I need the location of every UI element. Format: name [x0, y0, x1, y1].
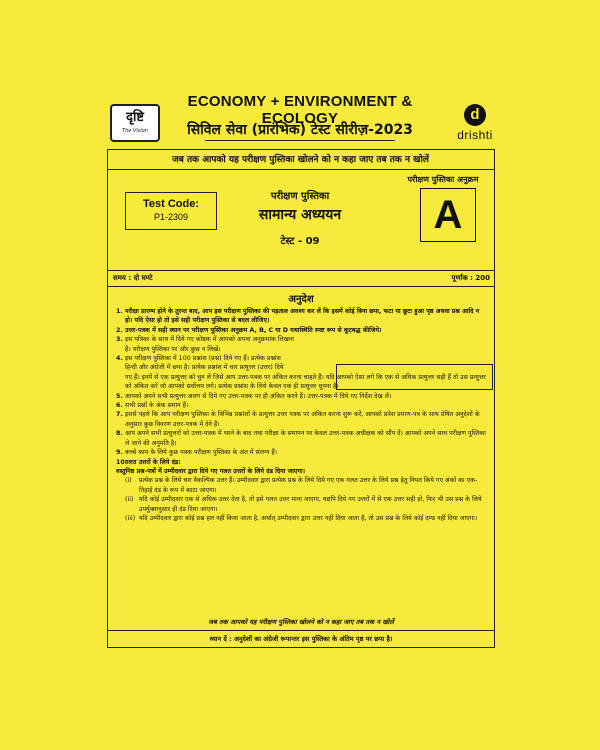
drishti-wordmark: drishti: [457, 128, 493, 142]
instruction-item-continued: हिन्दी और अंग्रेजी में छपा है। प्रत्येक प्रश्नांश में चार प्रत्युत्तर (उत्तर) दिये: [125, 364, 284, 372]
english-version-note: ध्यान दें : अनुदेशों का अंग्रेजी रूपान्तर इस पुस्तिका के अंतिम पृष्ठ पर छपा है।: [209, 635, 393, 643]
instruction-item-continued: गए हैं। इनमें से एक प्रत्युत्तर को चुन लें जिसे आप उत्तर-पत्रक पर अंकित करना चाहते हैं। यदि आपको ऐसा लगे कि एक से अधिक प्रत्युत्तर सही हैं तो उस प्रत्युत्तर को अंकित करें जो आपको सर्वोत्तम लगे। प्रत्येक प्रश्नांश के लिये केवल एक ही प्रत्युत्तर चुनना है।: [125, 373, 486, 391]
instruction-item: 5. आपको अपने सभी प्रत्युत्तर अलग से दिये गए उत्तर-पत्रक पर ही अंकित करने हैं। उत्तर-पत्रक में दिये गए निर्देश देख लें।: [116, 392, 392, 400]
instructions-list: [116, 307, 488, 523]
penalty-item: (i) प्रत्येक प्रश्न के लिये चार वैकल्पिक उत्तर हैं। उम्मीदवार द्वारा प्रत्येक प्रश्न के लिये दिये गए एक गलत उत्तर के लिये प्रश्न हेतु नियत किये गए अंकों का एक-तिहाई दंड के रूप में काटा जाएगा।: [125, 477, 478, 494]
main-title: ECONOMY + ENVIRONMENT & ECOLOGY: [187, 93, 413, 127]
test-number: टेस्ट - 09: [280, 236, 320, 247]
instruction-item: 6. सभी प्रश्नों के अंक समान हैं।: [116, 402, 189, 410]
instruction-item: 4. इस परीक्षण पुस्तिका में 100 प्रश्नांश (प्रश्न) दिये गए हैं। प्रत्येक प्रश्नांश: [116, 355, 281, 363]
logo-left-subtext: The Vision: [122, 128, 148, 134]
divider: [108, 169, 494, 170]
logo-left-text: दृष्टि: [126, 110, 144, 125]
penalty-item: (iii) यदि उम्मीदवार द्वारा कोई प्रश्न हल नहीं किया जाता है, अर्थात् उम्मीदवार द्वारा उत्तर नहीं दिया जाता है, तो उस प्रश्न के लिये कोई दण्ड नहीं दिया जाएगा।: [125, 514, 478, 522]
test-code-label: Test Code:: [142, 198, 200, 210]
drishti-logo: [452, 104, 498, 144]
instruction-item: 3. इस पत्रिका के साथ में दिये गए कोष्ठक में आपको अपना अनुक्रमांक लिखना: [116, 336, 295, 344]
top-warning: जब तक आपको यह परीक्षण पुस्तिका खोलने को न कहा जाए तब तक न खोलें: [172, 155, 429, 165]
penalty-intro: वस्तुनिष्ठ प्रश्न-पत्रों में उम्मीदवार द्वारा दिये गए गलत उत्तरों के लिये दंड दिया जाएगा।: [116, 467, 305, 475]
instruction-item: 7. इससे पहले कि आप परीक्षण पुस्तिका के विभिन्न प्रश्नांशों के प्रत्युत्तर उत्तर पत्रक पर अंकित करना शुरू करें, आपको प्रवेश प्रमाण-पत्र के साथ प्रेषित अनुदेशों के अनुसार कुछ विवरण उत्तर-पत्रक में देने हैं।: [116, 411, 480, 428]
time-allowed: समय : दो घण्टे: [113, 274, 153, 282]
instruction-item: 9. कच्चे काम के लिये कुछ पत्रक परीक्षण पुस्तिका के अंत में संलग्न हैं।: [116, 449, 278, 457]
instructions-title: अनुदेश: [288, 294, 314, 305]
subject-title: सामान्य अध्ययन: [258, 207, 342, 223]
booklet-label: परीक्षण पुस्तिका: [270, 191, 330, 202]
title-underline: [205, 140, 395, 141]
maximum-marks: पूर्णांक : 200: [451, 274, 490, 282]
divider: [108, 286, 494, 287]
instruction-item: 1. परीक्षा प्रारम्भ होने के तुरन्त बाद, आप इस परीक्षण पुस्तिका की पड़ताल अवश्य कर लें कि इसमें कोई बिना छपा, फटा या छूटा हुआ पृष्ठ अथवा प्रश्न आदि न हो। यदि ऐसा हो तो इसे सही परीक्षण पुस्तिका से बदल लीजिए।: [116, 308, 480, 325]
instruction-item: 10. गलत उत्तरों के लिये दंड:: [116, 458, 181, 466]
booklet-series-letter: A: [420, 188, 476, 242]
drishti-d-icon: d: [464, 104, 486, 126]
instruction-item: 8. आप अपने सभी प्रत्युत्तरों को उत्तर-पत्रक में भरने के बाद तथा परीक्षा के समापन पर केवल उत्तर-पत्रक अधीक्षक को सौंप दें। आपको अपने साथ परीक्षण पुस्तिका ले जाने की अनुमति है।: [116, 430, 486, 447]
instruction-item: 2. उत्तर-पत्रक में सही स्थान पर परीक्षण पुस्तिका अनुक्रम A, B, C या D यथास्थिति स्पष्ट रूप से कूटबद्ध कीजिये।: [116, 326, 382, 334]
test-code-box: [125, 192, 217, 230]
instruction-item-continued: है। परीक्षण पुस्तिका पर और कुछ न लिखें।: [125, 345, 221, 353]
bottom-warning: जब तक आपको यह परीक्षण पुस्तिका खोलने को न कहा जाए तब तक न खोलें: [208, 618, 394, 626]
test-code-value: P1-2309: [153, 212, 189, 222]
penalty-item: (ii) यदि कोई उम्मीदवार एक से अधिक उत्तर देता है, तो इसे गलत उत्तर माना जाएगा, यद्यपि दिये गए उत्तरों में से एक उत्तर सही हो, फिर भी उस प्रश्न के लिये उपर्युक्तानुसार ही दंड दिया जाएगा।: [125, 496, 482, 513]
divider: [108, 630, 494, 631]
series-title: सिविल सेवा (प्रारंभिक) टेस्ट सीरीज़-2023: [187, 122, 413, 138]
booklet-serial-label: परीक्षण पुस्तिका अनुक्रम: [407, 175, 479, 184]
divider: [108, 270, 494, 271]
